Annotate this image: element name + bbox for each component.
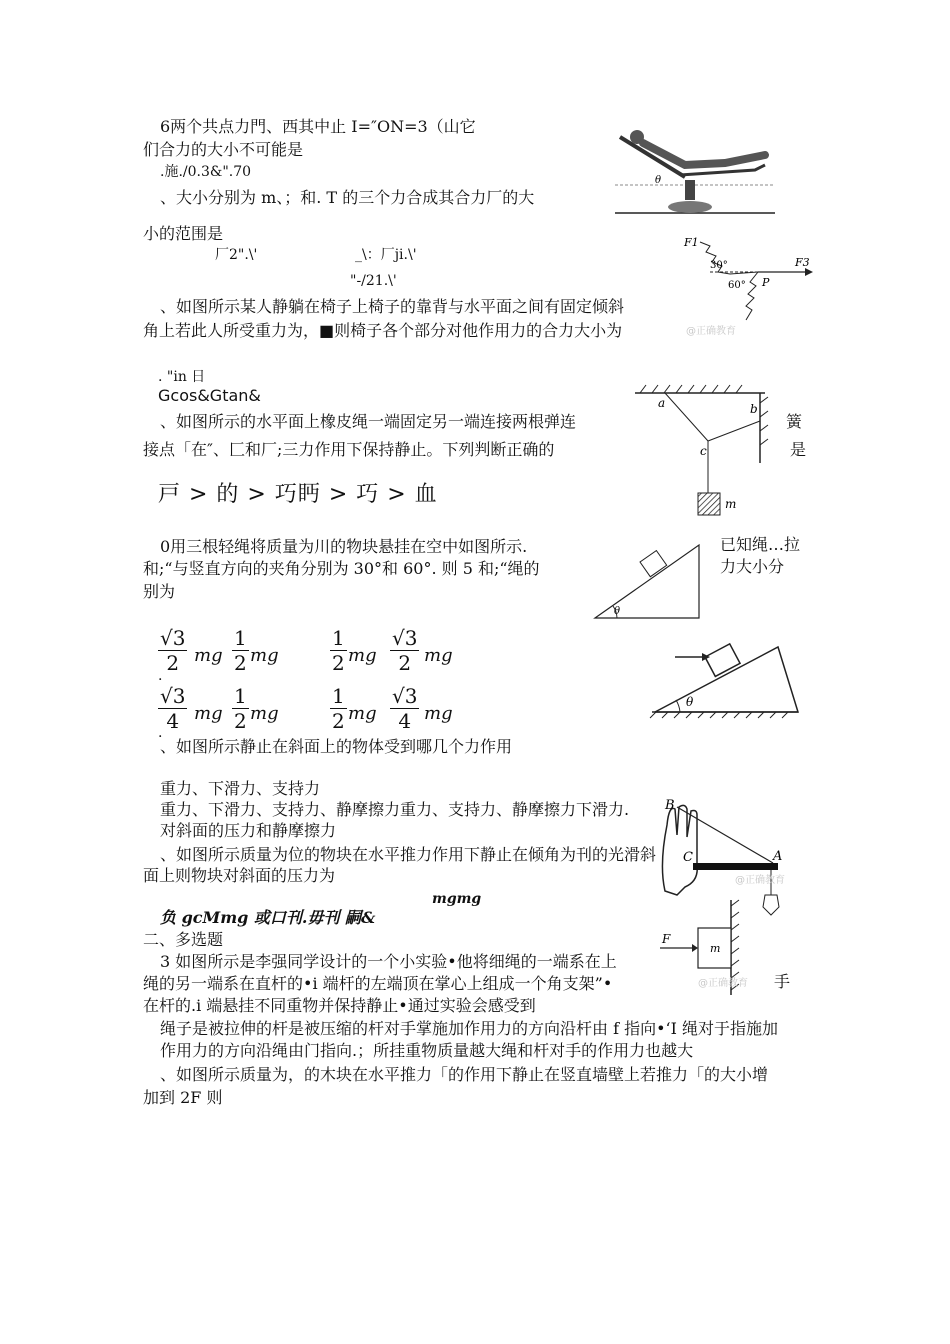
q14-stem-line2: 加到 2F 则 — [143, 1088, 223, 1107]
mass-m-label: m — [725, 497, 737, 511]
push-angle-label: θ — [686, 695, 694, 709]
q13-stem-line2: 绳的另一端系在直杆的•i 端杆的左端顶在掌心上组成一个角支架”• — [143, 974, 613, 993]
option-b-mg1: mg — [348, 645, 377, 666]
q9-stem-side2: 是 — [790, 440, 807, 459]
three-forces-figure — [670, 232, 815, 337]
point-p-label: P — [762, 276, 770, 289]
q13-options-line2: 作用力的方向沿绳由门指向.；所挂重物质量越大绳和杆对手的作用力也越大 — [160, 1041, 694, 1060]
q7-option-a: 厂2".\' — [215, 247, 258, 263]
q12-options-cd: 负 gcMmg 或口刊.毋刊 嗣& — [160, 908, 376, 927]
reclining-chair-figure — [615, 125, 775, 220]
section-multi-choice: 二、多选题 — [143, 930, 224, 949]
q11-stem: 、如图所示静止在斜面上的物体受到哪几个力作用 — [160, 737, 513, 756]
point-c-label: C — [683, 850, 693, 865]
q8-stem-line1: 、如图所示某人静躺在椅子上椅子的靠背与水平面之间有固定倾斜 — [160, 297, 625, 316]
q7-stem-line1: 、大小分别为 m、；和. T 的三个力合成其合力厂的大 — [160, 188, 535, 207]
rope-a-label: a — [658, 396, 666, 410]
q6-stem-line1: 6两个共点力門、西其中止 I=″ON=3（山它 — [160, 117, 476, 136]
point-b-label: B — [665, 798, 675, 813]
force-f-label: F — [662, 932, 671, 946]
f3-label: F3 — [795, 256, 810, 269]
q12-stem-line1: 、如图所示质量为位的物块在水平推力作用下静止在倾角为刊的光滑斜 — [160, 845, 657, 864]
q7-option-c: "-/21.\' — [350, 273, 397, 289]
q9-stem-line2: 接点「在″、匚和厂;三力作用下保持静止。下列判断正确的 — [143, 440, 555, 459]
q13-options-line1: 绳子是被拉伸的杆是被压缩的杆对手掌施加作用力的方向沿杆由 f 指向•‘I 绳对于指施加 — [160, 1019, 779, 1038]
rope-suspension-figure — [630, 383, 770, 523]
option-c-frac2: $\frac{1}{2}$ — [234, 684, 247, 733]
q13-stem-line3: 在杆的.i 端悬挂不同重物并保持静止•通过实验会感受到 — [143, 996, 536, 1015]
q8-options-bc: Gcos&Gtan& — [158, 386, 261, 405]
watermark: @正确教育 — [698, 978, 748, 989]
q12-stem-line2: 面上则物块对斜面的压力为 — [143, 866, 336, 885]
q9-answer-chain: 戸 > 的 > 巧眄 > 巧 > 血 — [158, 482, 438, 507]
option-a-mg2: mg — [250, 645, 279, 666]
option-d-mg2: mg — [424, 703, 453, 724]
option-b-frac1: $\frac{1}{2}$ — [332, 626, 345, 675]
pushed-block-figure — [650, 640, 800, 718]
option-d-mg1: mg — [348, 703, 377, 724]
q10-stem-line2: 和;“与竖直方向的夹角分别为 30°和 60°. 则 5 和;“绳的 — [143, 559, 540, 578]
watermark: @正确教育 — [735, 875, 785, 886]
q10-stem-line3: 别为 — [143, 582, 176, 601]
rope-c-label: c — [700, 444, 707, 458]
wall-block-figure — [658, 900, 748, 995]
option-a-mg1: mg — [194, 645, 223, 666]
q9-stem-side1: 簧 — [786, 412, 803, 431]
q14-stem-line1: 、如图所示质量为，的木块在水平推力「的作用下静止在竖直墙壁上若推力「的大小增 — [160, 1065, 769, 1084]
q10-stem-side1: 已知绳…拉 — [720, 535, 801, 554]
watermark: @正确教育 — [686, 326, 736, 337]
angle-60-label: 60° — [728, 280, 746, 291]
option-c-mg2: mg — [250, 703, 279, 724]
q7-stem-line2: 小的范围是 — [143, 224, 224, 243]
option-a-frac1: $\frac{√3}{2}$ — [160, 626, 186, 675]
angle-30-label: 30° — [710, 260, 728, 271]
incline-block-figure — [592, 540, 717, 625]
option-c-frac1: $\frac{√3}{4}$ — [160, 684, 186, 733]
rope-b-label: b — [750, 402, 758, 416]
option-dot: . — [158, 725, 163, 741]
f1-label: F1 — [684, 236, 699, 249]
wall-mass-label: m — [710, 942, 721, 955]
option-dot: . — [158, 668, 163, 684]
q7-option-b: _\：厂ji.\' — [355, 247, 417, 263]
option-b-mg2: mg — [424, 645, 453, 666]
q12-options-ab: mgmg — [432, 891, 482, 907]
q6-options: .施./0.3&".70 — [160, 164, 252, 180]
point-a-label: A — [773, 849, 783, 864]
q13-stem-line1: 3 如图所示是李强同学设计的一个小实验•他将细绳的一端系在上 — [160, 952, 617, 971]
chair-angle-label: θ — [655, 175, 662, 186]
q11-option-a: 重力、下滑力、支持力 — [160, 779, 321, 798]
q11-options-bcd: 重力、下滑力、支持力、静摩擦力重力、支持力、静摩擦力下滑力. — [160, 800, 630, 819]
q11-option-d-tail: 对斜面的压力和静摩擦力 — [160, 821, 337, 840]
option-a-frac2: $\frac{1}{2}$ — [234, 626, 247, 675]
q10-stem-line1: 0用三根轻绳将质量为川的物块悬挂在空中如图所示. — [160, 537, 528, 556]
option-d-frac2: $\frac{√3}{4}$ — [392, 684, 418, 733]
option-d-frac1: $\frac{1}{2}$ — [332, 684, 345, 733]
q13-stem-side: 手 — [774, 972, 791, 991]
q9-stem-line1: 、如图所示的水平面上橡皮绳一端固定另一端连接两根弹连 — [160, 412, 577, 431]
q8-stem-line2: 角上若此人所受重力为，■则椅子各个部分对他作用力的合力大小为 — [143, 321, 623, 340]
q8-option-a: . "in 日 — [158, 369, 206, 385]
q6-stem-line2: 们合力的大小不可能是 — [143, 140, 304, 159]
q10-stem-side2: 力大小分 — [720, 557, 785, 576]
option-b-frac2: $\frac{√3}{2}$ — [392, 626, 418, 675]
option-c-mg1: mg — [194, 703, 223, 724]
incline-angle-label: θ — [614, 606, 621, 617]
